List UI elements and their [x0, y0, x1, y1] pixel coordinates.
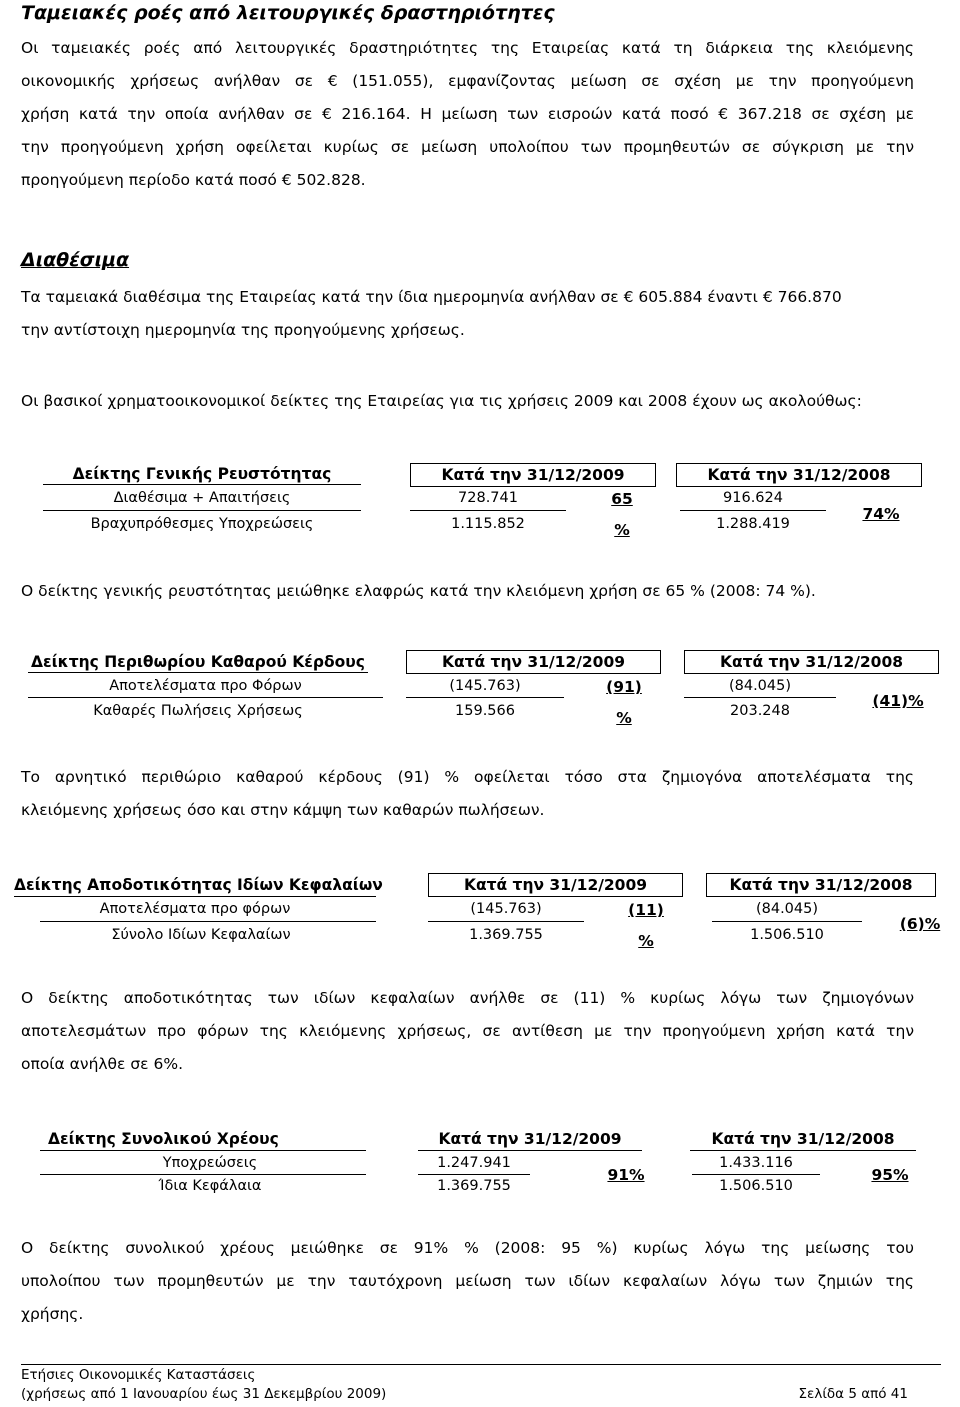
text-line: οποία ανήλθε σε 6%.: [21, 1055, 183, 1073]
numerator-2009: 728.741: [458, 490, 518, 506]
column-header-2009: Κατά την 31/12/2009: [438, 1130, 622, 1148]
cashflow-title: Ταμειακές ροές από λειτουργικές δραστηριότητες: [21, 2, 555, 24]
text-line: κλειόμενης χρήσεως όσο και στην κάμψη των καθαρών πωλήσεων.: [21, 801, 545, 819]
denominator-2008: 1.506.510: [719, 1178, 793, 1194]
text-line: Τα ταμειακά διαθέσιμα της Εταιρείας κατά την ίδια ημερομηνία ανήλθαν σε € 605.884 έναντι € 766.870: [21, 288, 842, 306]
denominator-2008: 203.248: [730, 703, 790, 719]
column-header-2008: Κατά την 31/12/2008: [676, 463, 922, 487]
denominator-label: Σύνολο Ιδίων Κεφαλαίων: [111, 927, 291, 943]
ratio-value-2008: (41)%: [872, 692, 924, 710]
ratio-value-2009: (91): [606, 678, 642, 696]
numerator-label: Διαθέσιμα + Απαιτήσεις: [113, 490, 291, 506]
fraction-line: [43, 510, 361, 511]
page-number: Σελίδα 5 από 41: [798, 1386, 908, 1402]
denominator-label: Ίδια Κεφάλαια: [158, 1178, 262, 1194]
numerator-label: Υποχρεώσεις: [162, 1155, 258, 1171]
text-line: προηγούμενη περίοδο κατά ποσό € 502.828.: [21, 171, 366, 189]
ratio-value-2008: 95%: [871, 1166, 909, 1184]
text-line: Οι ταμειακές ροές από λειτουργικές δραστηριότητες της Εταιρείας κατά τη διάρκεια της κλειόμενης: [21, 39, 914, 57]
footer-title: Ετήσιες Οικονομικές Καταστάσεις: [21, 1367, 256, 1383]
ratio-value-2008: 74%: [862, 505, 900, 523]
fraction-line: [418, 1174, 530, 1175]
fraction-line: [40, 1174, 366, 1175]
fraction-line: [40, 921, 376, 922]
denominator-2008: 1.506.510: [750, 927, 824, 943]
ratio-title: Δείκτης Αποδοτικότητας Ιδίων Κεφαλαίων: [14, 876, 383, 894]
denominator-2009: 1.369.755: [469, 927, 543, 943]
column-header-2008: Κατά την 31/12/2008: [706, 873, 936, 897]
numerator-label: Αποτελέσματα προ φόρων: [99, 901, 291, 917]
text-line: Οι βασικοί χρηματοοικονομικοί δείκτες της Εταιρείας για τις χρήσεις 2009 και 2008 έχουν ως ακολούθως:: [21, 392, 862, 410]
fraction-line: [712, 921, 862, 922]
numerator-label: Αποτελέσματα προ Φόρων: [109, 678, 302, 694]
denominator-2008: 1.288.419: [716, 516, 790, 532]
numerator-2008: (84.045): [755, 901, 819, 917]
divider: [690, 1150, 916, 1151]
ratio-value-2008: (6)%: [899, 915, 941, 933]
divider: [14, 896, 376, 897]
numerator-2008: 916.624: [723, 490, 783, 506]
denominator-label: Βραχυπρόθεσμες Υποχρεώσεις: [90, 516, 314, 532]
text-line: Ο δείκτης αποδοτικότητας των ιδίων κεφαλαίων ανήλθε σε (11) % κυρίως λόγω των ζημιογόνων: [21, 989, 914, 1007]
text-line: Ο δείκτης γενικής ρευστότητας μειώθηκε ελαφρώς κατά την κλειόμενη χρήση σε 65 % (2008: 74 %).: [21, 582, 816, 600]
text-line: Το αρνητικό περιθώριο καθαρού κέρδους (91) % οφείλεται τόσο στα ζημιογόνα αποτελέσματα της: [21, 768, 914, 786]
text-line: αποτελεσμάτων προ φόρων της κλειόμενης χρήσεως, σε αντίθεση με την προηγούμενη χρήση κατά την: [21, 1022, 914, 1040]
fraction-line: [406, 697, 564, 698]
net-margin-comment: [21, 761, 914, 827]
footer-period: (χρήσεως από 1 Ιανουαρίου έως 31 Δεκεμβρίου 2009): [21, 1386, 387, 1402]
ratios-intro: [21, 385, 914, 418]
fraction-line: [428, 921, 584, 922]
fraction-line: [684, 697, 836, 698]
fraction-line: [28, 697, 383, 698]
cash-title: Διαθέσιμα: [21, 249, 130, 271]
fraction-line: [692, 1174, 820, 1175]
cashflow-paragraph: [21, 32, 914, 197]
column-header-2009: Κατά την 31/12/2009: [410, 463, 656, 487]
column-header-2008: Κατά την 31/12/2008: [684, 650, 939, 674]
ratio-title: Δείκτης Γενικής Ρευστότητας: [72, 465, 332, 483]
ratio-unit-2009: %: [614, 521, 630, 539]
ratio-unit-2009: %: [638, 932, 654, 950]
text-line: Ο δείκτης συνολικού χρέους μειώθηκε σε 91% % (2008: 95 %) κυρίως λόγω της μείωσης του: [21, 1239, 914, 1257]
divider: [418, 1150, 642, 1151]
ratio-title: Δείκτης Συνολικού Χρέους: [48, 1130, 279, 1148]
ratio-value-2009: 65: [611, 490, 633, 508]
column-header-2008: Κατά την 31/12/2008: [711, 1130, 895, 1148]
numerator-2008: 1.433.116: [719, 1155, 793, 1171]
denominator-2009: 159.566: [455, 703, 515, 719]
text-line: χρήση κατά την οποία ανήλθαν σε € 216.164. Η μείωση των εισροών κατά ποσό € 367.218 σε σχέση με: [21, 105, 914, 123]
numerator-2008: (84.045): [728, 678, 792, 694]
ratio-title: Δείκτης Περιθωρίου Καθαρού Κέρδους: [31, 653, 365, 671]
ratio-unit-2009: %: [616, 709, 632, 727]
roe-comment: [21, 982, 914, 1081]
text-line: την προηγούμενη χρήση οφείλεται κυρίως σε μείωση υπολοίπου των προμηθευτών σε σύγκριση με την: [21, 138, 914, 156]
denominator-2009: 1.115.852: [451, 516, 525, 532]
column-header-2009: Κατά την 31/12/2009: [406, 650, 661, 674]
divider: [28, 672, 368, 673]
numerator-2009: (145.763): [449, 678, 521, 694]
numerator-2009: 1.247.941: [437, 1155, 511, 1171]
text-line: την αντίστοιχη ημερομηνία της προηγούμενης χρήσεως.: [21, 321, 465, 339]
column-header-2009: Κατά την 31/12/2009: [428, 873, 683, 897]
cash-paragraph: [21, 281, 914, 347]
fraction-line: [680, 510, 826, 511]
total-debt-comment: [21, 1232, 914, 1331]
footer-rule: [21, 1364, 941, 1365]
ratio-value-2009: (11): [628, 901, 664, 919]
liquidity-comment: [21, 575, 914, 608]
denominator-label: Καθαρές Πωλήσεις Χρήσεως: [93, 703, 303, 719]
ratio-value-2009: 91%: [607, 1166, 645, 1184]
text-line: χρήσης.: [21, 1305, 84, 1323]
divider: [40, 1150, 366, 1151]
text-line: υπολοίπου των προμηθευτών με την ταυτόχρονη μείωση των ιδίων κεφαλαίων λόγω των ζημιών της: [21, 1272, 914, 1290]
fraction-line: [410, 510, 566, 511]
denominator-2009: 1.369.755: [437, 1178, 511, 1194]
numerator-2009: (145.763): [470, 901, 542, 917]
text-line: οικονομικής χρήσεως ανήλθαν σε € (151.055), εμφανίζοντας μείωση σε σχέση με την προηγούμενη: [21, 72, 914, 90]
divider: [43, 484, 361, 485]
